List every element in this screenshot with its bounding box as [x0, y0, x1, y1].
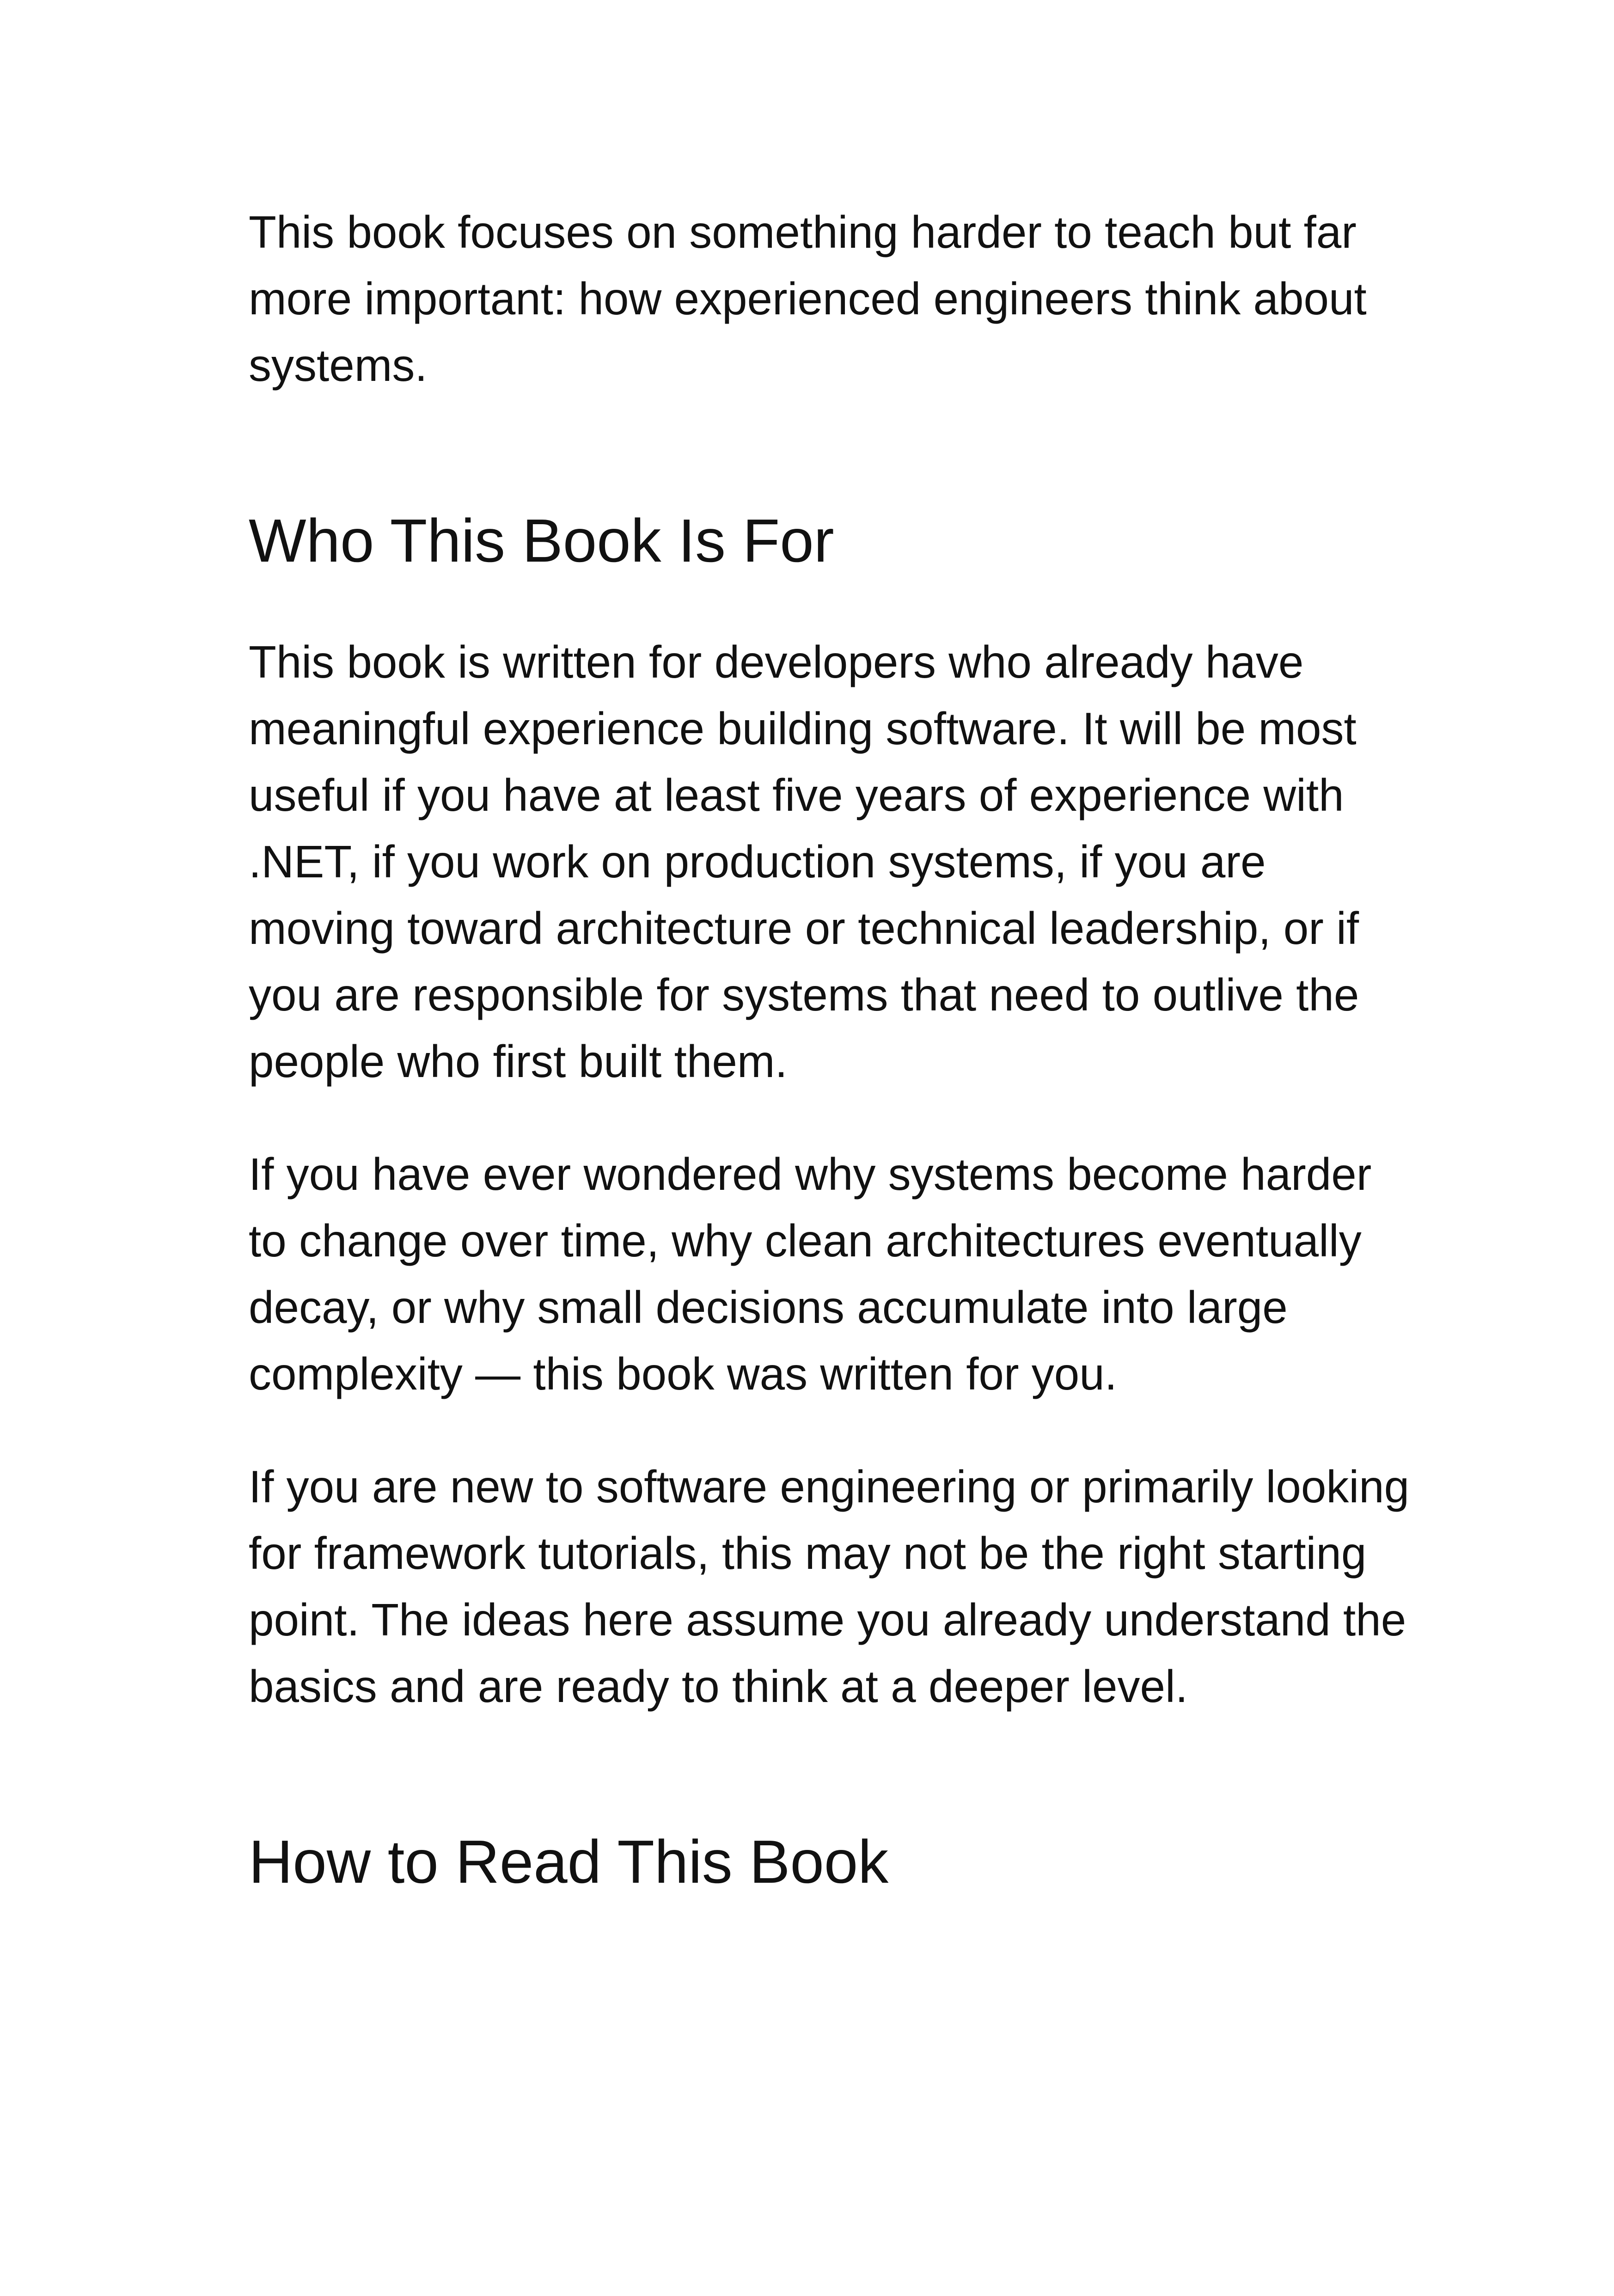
who-paragraph-wondered: If you have ever wondered why systems become harder to change over time, why clean architectures eventually decay, or why small decisions accumulate into large complexity — this book was written for you.: [249, 1149, 1372, 1399]
section-heading-who-this-book-is-for: Who This Book Is For: [249, 507, 834, 575]
who-paragraph-new-engineers: If you are new to software engineering or primarily looking for framework tutorials, this may not be the right starting point. The ideas here assume you already understand the basics and are ready to think at a deeper level.: [249, 1461, 1410, 1712]
who-paragraph-audience: This book is written for developers who already have meaningful experience building software. It will be most useful if you have at least five years of experience with .NET, if you work on production systems, if you are moving toward architecture or technical leadership, or if you are responsible for systems that need to outlive the people who first built them.: [249, 637, 1359, 1087]
intro-paragraph: This book focuses on something harder to teach but far more important: how experienced engineers think about systems.: [249, 207, 1367, 391]
section-heading-how-to-read-this-book: How to Read This Book: [249, 1828, 889, 1896]
page-content: [249, 199, 1413, 1899]
